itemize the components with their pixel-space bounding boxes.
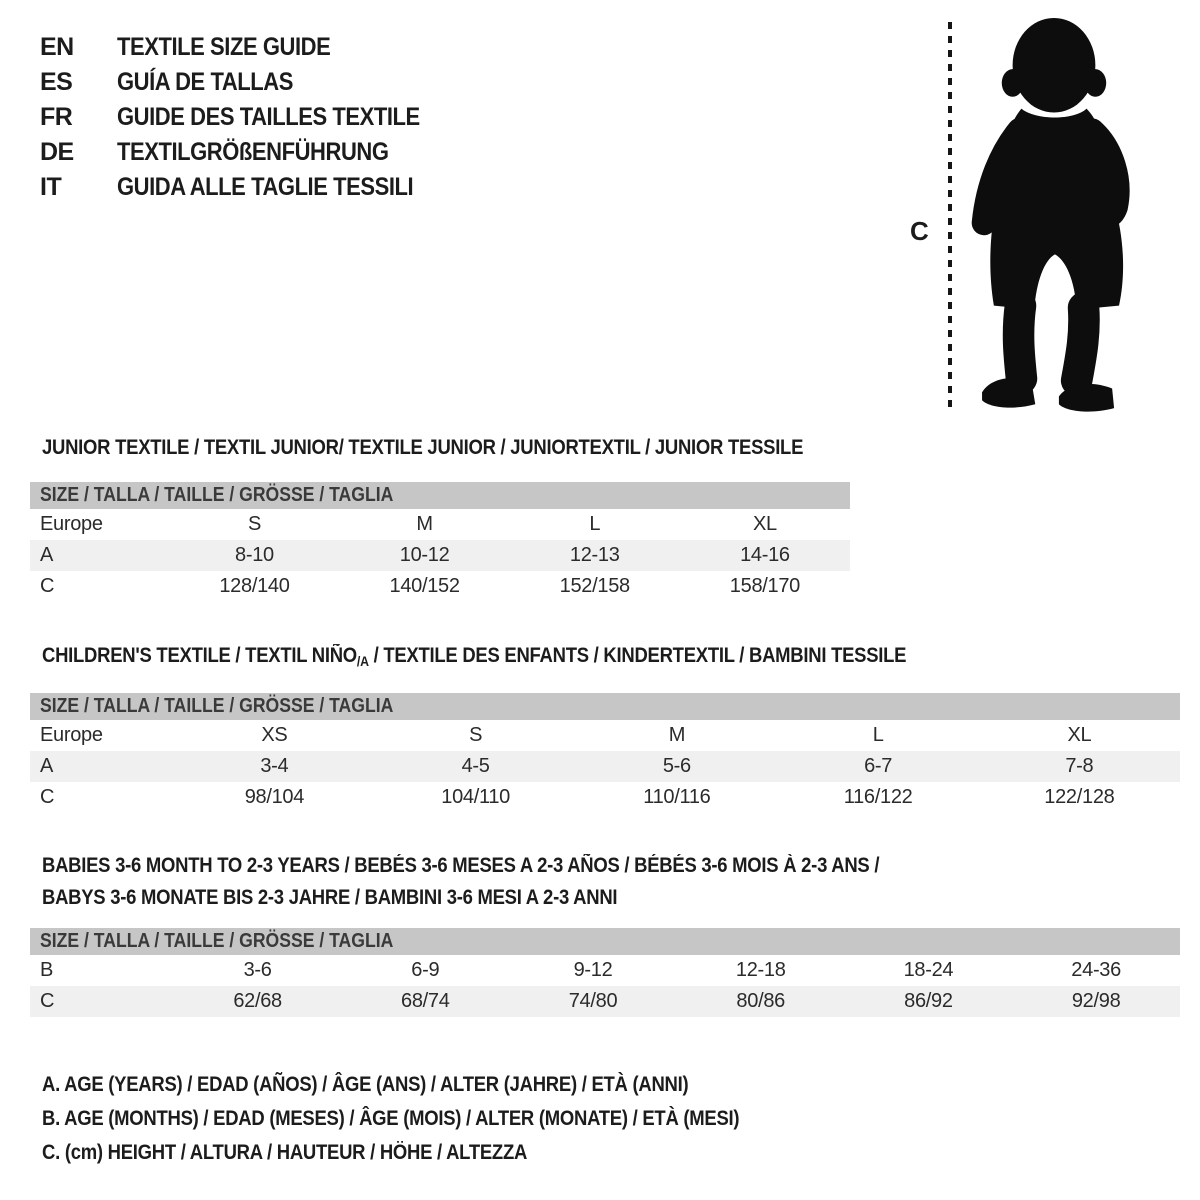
- size-cell: 152/158: [559, 575, 630, 597]
- junior-row-age: [30, 540, 850, 571]
- size-cell: 158/170: [729, 575, 800, 597]
- height-measure-line: [948, 22, 952, 414]
- row-label: A: [40, 755, 54, 777]
- size-cell: 92/98: [1071, 990, 1121, 1012]
- size-cell: 122/128: [1044, 786, 1115, 808]
- children-title-text: [42, 644, 906, 673]
- language-code: IT: [40, 173, 62, 201]
- size-cell: 128/140: [219, 575, 290, 597]
- size-cell: 3-4: [260, 755, 289, 777]
- children-size-header-text: SIZE / TALLA / TAILLE / GRÖSSE / TAGLIA: [40, 695, 394, 717]
- column-header: L: [589, 513, 601, 535]
- language-row-es: [40, 65, 461, 100]
- row-label: C: [40, 575, 55, 597]
- language-code: FR: [40, 103, 73, 131]
- junior-size-header-bar: [30, 482, 850, 509]
- children-section-title: [42, 644, 1180, 673]
- language-title: TEXTILE SIZE GUIDE: [117, 33, 331, 61]
- language-title: GUÍA DE TALLAS: [117, 68, 293, 96]
- junior-size-table: [30, 509, 850, 602]
- column-header: S: [469, 724, 483, 746]
- size-cell: 140/152: [389, 575, 460, 597]
- children-row-height: [30, 782, 1180, 813]
- size-cell: 3-6: [243, 959, 272, 981]
- language-code: DE: [40, 138, 74, 166]
- language-title: GUIDA ALLE TAGLIE TESSILI: [117, 173, 414, 201]
- size-cell: 80/86: [736, 990, 785, 1012]
- children-size-table: [30, 720, 1180, 813]
- size-cell: 12-13: [569, 544, 620, 566]
- note-age-years: A. AGE (YEARS) / EDAD (AÑOS) / ÂGE (ANS) / ALTER (JAHRE) / ETÀ (ANNI): [42, 1073, 689, 1096]
- column-header: XL: [1067, 724, 1092, 746]
- legend-notes: [42, 1068, 834, 1170]
- size-cell: 12-18: [735, 959, 786, 981]
- column-header: M: [668, 724, 686, 746]
- size-cell: 14-16: [740, 544, 790, 566]
- junior-section-title: [42, 436, 850, 460]
- children-title-prefix: CHILDREN'S TEXTILE / TEXTIL NIÑO: [42, 644, 357, 667]
- column-header: M: [416, 513, 433, 535]
- size-cell: 7-8: [1065, 755, 1094, 777]
- size-cell: 98/104: [244, 786, 305, 808]
- size-cell: 8-10: [235, 544, 274, 566]
- size-cell: 5-6: [662, 755, 691, 777]
- babies-title-line-2: BABYS 3-6 MONATE BIS 2-3 JAHRE / BAMBINI 3-6 MESI A 2-3 ANNI: [42, 886, 618, 909]
- column-header: Europe: [40, 513, 103, 535]
- size-cell: 4-5: [461, 755, 490, 777]
- junior-row-height: [30, 571, 850, 602]
- column-header: S: [247, 513, 261, 535]
- children-section: [30, 644, 1180, 813]
- children-row-age: [30, 751, 1180, 782]
- babies-row-months: [30, 955, 1180, 986]
- size-cell: 18-24: [903, 959, 954, 981]
- junior-title-text: JUNIOR TEXTILE / TEXTIL JUNIOR/ TEXTILE JUNIOR / JUNIORTEXTIL / JUNIOR TESSILE: [42, 436, 804, 459]
- language-code: ES: [40, 68, 73, 96]
- language-code: EN: [40, 33, 74, 61]
- size-cell: 6-9: [411, 959, 440, 981]
- toddler-silhouette-icon: [962, 14, 1144, 418]
- children-title-sub: /A: [356, 653, 369, 669]
- size-cell: 24-36: [1071, 959, 1121, 981]
- column-header: L: [872, 724, 884, 746]
- language-title: GUIDE DES TAILLES TEXTILE: [117, 103, 420, 131]
- note-height-cm: C. (cm) HEIGHT / ALTURA / HAUTEUR / HÖHE / ALTEZZA: [42, 1141, 528, 1164]
- babies-size-table: [30, 955, 1180, 1017]
- junior-section: [30, 436, 850, 602]
- language-row-en: [40, 30, 461, 65]
- babies-size-header-bar: [30, 928, 1180, 955]
- junior-column-header-row: [30, 509, 850, 540]
- column-header: XS: [261, 724, 288, 746]
- row-label: C: [40, 990, 55, 1012]
- size-cell: 110/116: [643, 786, 711, 808]
- babies-section-title: [42, 850, 1180, 914]
- junior-size-header-text: SIZE / TALLA / TAILLE / GRÖSSE / TAGLIA: [40, 484, 394, 506]
- row-label: A: [40, 544, 54, 566]
- language-row-it: [40, 170, 461, 205]
- children-size-header-bar: [30, 693, 1180, 720]
- babies-size-header-text: SIZE / TALLA / TAILLE / GRÖSSE / TAGLIA: [40, 930, 394, 952]
- size-cell: 9-12: [573, 959, 613, 981]
- language-row-de: [40, 135, 461, 170]
- size-cell: 86/92: [904, 990, 953, 1012]
- babies-title-line-1: BABIES 3-6 MONTH TO 2-3 YEARS / BEBÉS 3-6 MESES A 2-3 AÑOS / BÉBÉS 3-6 MOIS À 2-3 ANS /: [42, 854, 880, 877]
- language-header: [40, 30, 461, 205]
- row-label: B: [40, 959, 54, 981]
- language-row-fr: [40, 100, 461, 135]
- column-header: XL: [752, 513, 777, 535]
- size-cell: 74/80: [568, 990, 618, 1012]
- row-label: C: [40, 786, 55, 808]
- note-age-months: B. AGE (MONTHS) / EDAD (MESES) / ÂGE (MOIS) / ALTER (MONATE) / ETÀ (MESI): [42, 1107, 740, 1130]
- babies-section: [30, 850, 1180, 1017]
- size-cell: 68/74: [401, 990, 450, 1012]
- size-cell: 116/122: [843, 786, 913, 808]
- size-cell: 62/68: [233, 990, 282, 1012]
- children-column-header-row: [30, 720, 1180, 751]
- language-title: TEXTILGRÖßENFÜHRUNG: [117, 138, 389, 166]
- children-title-suffix: / TEXTILE DES ENFANTS / KINDERTEXTIL / BAMBINI TESSILE: [368, 644, 907, 667]
- height-measure-label: C: [910, 216, 929, 246]
- babies-row-height: [30, 986, 1180, 1017]
- size-cell: 10-12: [399, 544, 450, 566]
- size-cell: 104/110: [441, 786, 510, 808]
- column-header: Europe: [40, 724, 103, 746]
- size-cell: 6-7: [864, 755, 893, 777]
